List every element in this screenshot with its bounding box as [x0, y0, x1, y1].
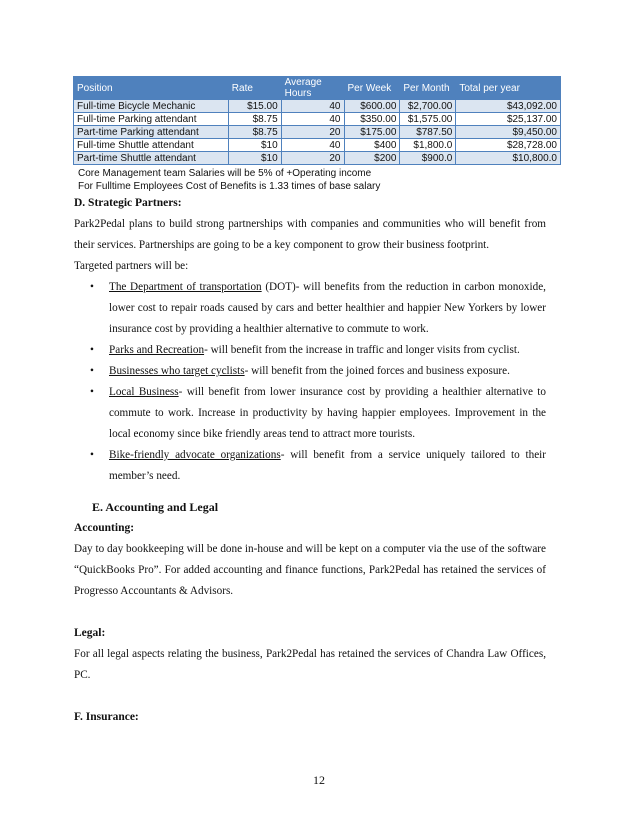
- document-body: [74, 193, 546, 728]
- cell-year: $28,728.00: [456, 139, 561, 152]
- page-number: 12: [313, 773, 325, 787]
- cell-rate: $10: [228, 152, 281, 165]
- cell-month: $900.0: [400, 152, 456, 165]
- bullet-icon: •: [90, 344, 94, 356]
- table-row: [74, 152, 561, 165]
- cell-position: Full-time Parking attendant: [74, 113, 229, 126]
- legal-label: Legal:: [74, 627, 106, 639]
- cell-year: $43,092.00: [456, 100, 561, 113]
- list-item: [74, 277, 546, 340]
- cell-year: $9,450.00: [456, 126, 561, 139]
- partner-description: - will benefit from the joined forces and business exposure.: [244, 365, 510, 377]
- table-header-row: [74, 77, 561, 100]
- list-item: [74, 382, 546, 445]
- spacer: [74, 686, 546, 707]
- cell-year: $25,137.00: [456, 113, 561, 126]
- partners-list: [74, 277, 546, 487]
- cell-year: $10,800.0: [456, 152, 561, 165]
- insurance-heading: F. Insurance:: [74, 711, 139, 723]
- partner-name: Local Business: [109, 386, 179, 398]
- note-management-salary: Core Management team Salaries will be 5% of +Operating income: [78, 168, 372, 179]
- list-item: [74, 361, 546, 382]
- cell-month: $787.50: [400, 126, 456, 139]
- cell-week: $600.00: [344, 100, 400, 113]
- partner-name: The Department of transportation: [109, 281, 262, 293]
- cell-month: $2,700.00: [400, 100, 456, 113]
- cell-rate: $8.75: [228, 126, 281, 139]
- cell-hours: 40: [281, 139, 344, 152]
- bullet-icon: •: [90, 281, 94, 293]
- partner-name: Businesses who target cyclists: [109, 365, 245, 377]
- salary-table: [73, 76, 561, 165]
- partner-description: - will benefit from lower insurance cost by providing a healthier alternative to commute to work. Increase in productivity by having happier employees. Improvement in the local economy since bike friendly areas tend to attract more tourists.: [109, 386, 546, 440]
- bullet-icon: •: [90, 386, 94, 398]
- partner-description: (DOT)- will benefits from the reduction in carbon monoxide, lower cost to repair roads caused by cars and better healthier and happier New Yorkers by lower insurance cost by providing a healthier alternative to commute to work.: [109, 281, 546, 335]
- cell-position: Full-time Shuttle attendant: [74, 139, 229, 152]
- header-per-month: Per Month: [400, 77, 456, 100]
- header-total-per-year: Total per year: [456, 77, 561, 100]
- table-notes: [78, 167, 380, 193]
- cell-hours: 20: [281, 126, 344, 139]
- list-item: [74, 340, 546, 361]
- partner-description: - will benefit from a service uniquely tailored to their member’s need.: [109, 449, 547, 482]
- bullet-icon: •: [90, 449, 94, 461]
- strategic-partners-heading: D. Strategic Partners:: [74, 197, 182, 209]
- partner-name: Bike-friendly advocate organizations: [109, 449, 281, 461]
- table-row: [74, 113, 561, 126]
- cell-month: $1,800.0: [400, 139, 456, 152]
- note-benefits-cost: For Fulltime Employees Cost of Benefits is 1.33 times of base salary: [78, 181, 381, 192]
- accounting-legal-heading: E. Accounting and Legal: [92, 500, 219, 514]
- header-average-hours: Average Hours: [281, 77, 344, 100]
- header-rate: Rate: [228, 77, 281, 100]
- legal-text: For all legal aspects relating the business, Park2Pedal has retained the services of Chandra Law Offices, PC.: [74, 648, 546, 681]
- cell-week: $350.00: [344, 113, 400, 126]
- accounting-label: Accounting:: [74, 522, 135, 534]
- strategic-intro: Park2Pedal plans to build strong partnerships with companies and communities who will benefit from their services. Partnerships are going to be a key component to grow their business footprint.: [74, 218, 546, 251]
- salary-table-container: [73, 76, 561, 165]
- table-row: [74, 139, 561, 152]
- cell-rate: $15.00: [228, 100, 281, 113]
- header-per-week: Per Week: [344, 77, 400, 100]
- cell-hours: 40: [281, 100, 344, 113]
- cell-hours: 40: [281, 113, 344, 126]
- partner-description: - will benefit from the increase in traffic and longer visits from cyclist.: [204, 344, 520, 356]
- cell-month: $1,575.00: [400, 113, 456, 126]
- accounting-text: Day to day bookkeeping will be done in-house and will be kept on a computer via the use of the software “QuickBooks Pro”. For added accounting and finance functions, Park2Pedal has retained the services of Progresso Accountants & Advisors.: [74, 543, 546, 597]
- table-row: [74, 126, 561, 139]
- cell-position: Part-time Shuttle attendant: [74, 152, 229, 165]
- table-row: [74, 100, 561, 113]
- cell-position: Full-time Bicycle Mechanic: [74, 100, 229, 113]
- cell-hours: 20: [281, 152, 344, 165]
- targeted-partners-label: Targeted partners will be:: [74, 260, 189, 272]
- cell-week: $175.00: [344, 126, 400, 139]
- header-position: Position: [74, 77, 229, 100]
- cell-rate: $10: [228, 139, 281, 152]
- cell-week: $200: [344, 152, 400, 165]
- cell-week: $400: [344, 139, 400, 152]
- spacer: [74, 602, 546, 623]
- cell-position: Part-time Parking attendant: [74, 126, 229, 139]
- bullet-icon: •: [90, 365, 94, 377]
- cell-rate: $8.75: [228, 113, 281, 126]
- partner-name: Parks and Recreation: [109, 344, 205, 356]
- list-item: [74, 445, 546, 487]
